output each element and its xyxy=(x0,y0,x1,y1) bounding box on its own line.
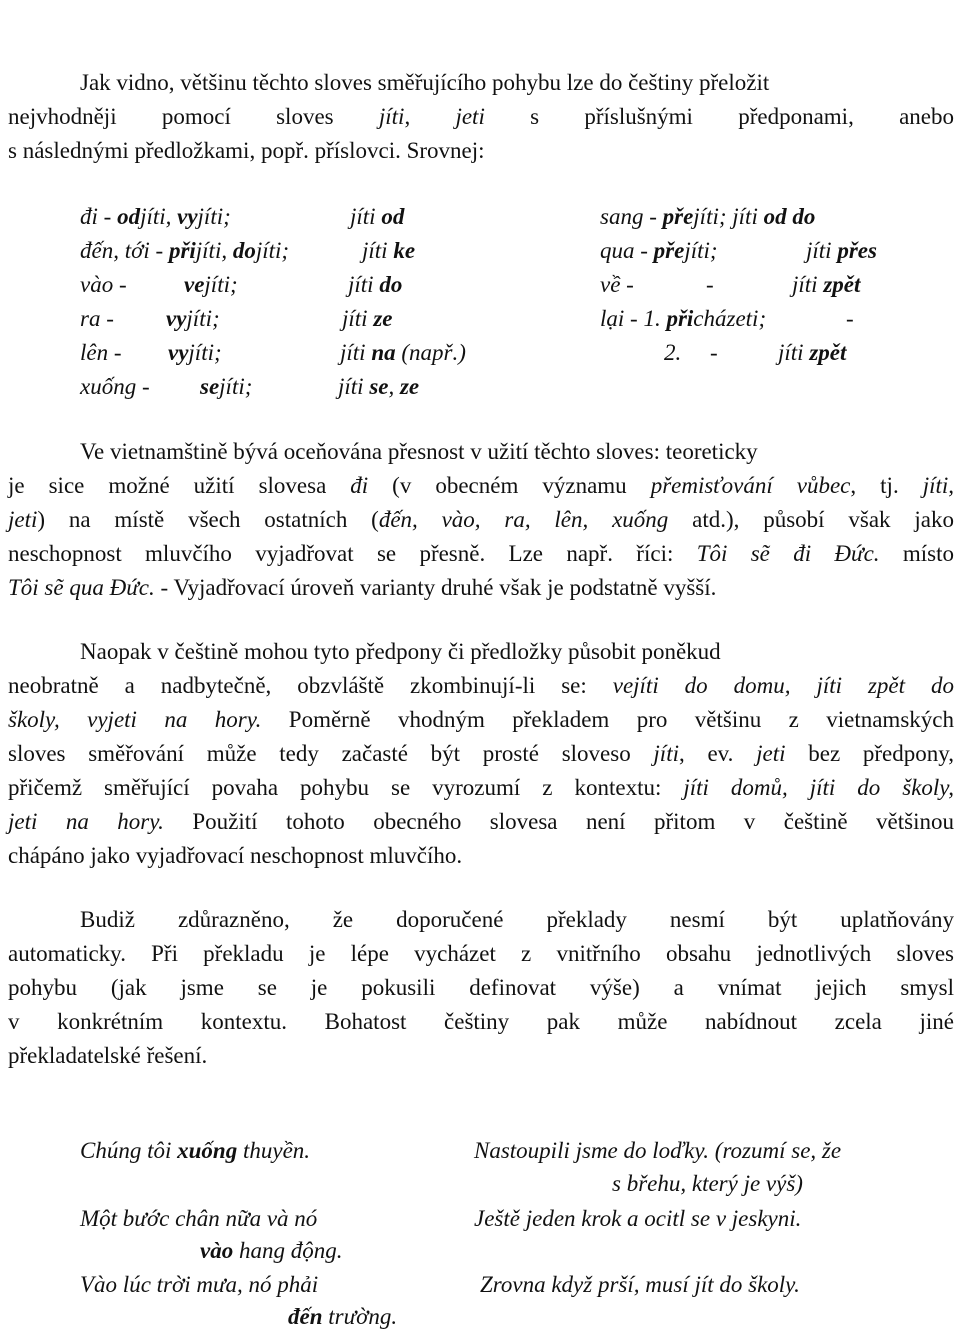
text: jeti xyxy=(756,741,786,766)
paragraph-4-line-1: Budiž zdůrazněno, že doporučené překlady nesmí být uplatňovány xyxy=(80,907,954,932)
text: Poměrně vhodným překladem pro většinu z vietnamských xyxy=(261,707,954,732)
text: ) na místě všech ostatních ( xyxy=(37,507,379,532)
text: jíti; xyxy=(188,340,222,365)
text: jíti xyxy=(732,204,764,229)
text: ze xyxy=(399,374,420,399)
text: jíti, xyxy=(922,473,955,498)
text: jíti xyxy=(653,741,679,766)
text: neschopnost mluvčího vyjadřovat se přesně. Lze např. říci: xyxy=(8,541,697,566)
text: jíti xyxy=(342,306,374,331)
text: přes xyxy=(837,238,877,263)
example-2-czech: Ještě jeden krok a ocitl se v jeskyni. xyxy=(474,1206,802,1231)
paragraph-2-line-3 xyxy=(8,505,954,535)
text: jíti, xyxy=(140,204,178,229)
paragraph-4-line-5: překladatelské řešení. xyxy=(8,1043,208,1068)
text: hang động. xyxy=(233,1238,343,1263)
table-right-row-2-target xyxy=(806,236,877,266)
table-right-row-4-dash xyxy=(846,304,854,334)
table-left-row-6-target xyxy=(338,372,419,402)
text: vy xyxy=(177,204,198,229)
example-1-czech-line-2: s břehu, který je výš) xyxy=(612,1171,803,1196)
text: bez předpony, xyxy=(785,741,955,766)
example-1-vietnamese xyxy=(80,1136,310,1166)
text: atd.), působí však jako xyxy=(668,507,954,532)
text: trường. xyxy=(322,1304,398,1329)
text: đi xyxy=(350,473,369,498)
paragraph-3-line-2 xyxy=(8,671,954,701)
text: đến, vào, ra, lên, xuống xyxy=(378,507,669,532)
text: vejíti do domu, jíti zpět do xyxy=(612,673,954,698)
table-left-row-5-target xyxy=(340,338,466,368)
text: ra - xyxy=(80,306,114,331)
text: xuống - xyxy=(80,374,150,399)
table-left-row-3 xyxy=(80,270,127,300)
text: jíti; xyxy=(693,204,733,229)
text: xuống xyxy=(177,1138,238,1163)
text: vào xyxy=(200,1238,234,1263)
text: cházeti; xyxy=(693,306,767,331)
text: pře xyxy=(653,238,685,263)
text: ke xyxy=(393,238,416,263)
table-left-row-2 xyxy=(80,236,289,266)
text: se xyxy=(200,374,220,399)
text: , xyxy=(388,374,400,399)
text: - xyxy=(846,306,854,331)
text: s příslušnými předponami, anebo xyxy=(484,104,954,129)
table-left-row-1-target xyxy=(350,202,404,232)
text: jíti xyxy=(350,204,382,229)
text: jíti xyxy=(340,340,372,365)
text: đến, tới - xyxy=(80,238,169,263)
text: sloves směřování může tedy začasté být prosté sloveso xyxy=(8,741,654,766)
text: do xyxy=(379,272,403,297)
text: ze xyxy=(373,306,393,331)
text: je sice možné užití slovesa xyxy=(8,473,351,498)
table-left-row-3-verb xyxy=(184,270,238,300)
example-2-vietnamese-line-2 xyxy=(200,1236,342,1266)
text: jíti xyxy=(362,238,394,263)
text: jíti; xyxy=(684,238,718,263)
text: od xyxy=(381,204,405,229)
paragraph-3-line-6 xyxy=(8,807,954,837)
text: jíti; xyxy=(255,238,290,263)
text: zpět xyxy=(823,272,861,297)
text: při xyxy=(168,238,196,263)
text: od do xyxy=(763,204,816,229)
example-1-czech-line-1: Nastoupili jsme do loďky. (rozumí se, že xyxy=(474,1138,842,1163)
text: vy xyxy=(166,306,187,331)
paragraph-4-line-3: pohybu (jak jsme se je pokusili definovat výše) a vnímat jejich smysl xyxy=(8,975,954,1000)
example-3-vietnamese-line-1: Vào lúc trời mưa, nó phải xyxy=(80,1272,319,1297)
text: jeti na hory. xyxy=(8,809,164,834)
table-left-row-2-target xyxy=(362,236,415,266)
text: pře xyxy=(662,204,694,229)
table-right-row-5-dash xyxy=(710,338,718,368)
table-left-row-4 xyxy=(80,304,114,334)
table-right-row-3-target xyxy=(792,270,860,300)
text: vy xyxy=(168,340,189,365)
text: (např.) xyxy=(395,340,466,365)
text: neobratně a nadbytečně, obzvláště zkombinují-li se: xyxy=(8,673,613,698)
paragraph-3-line-4 xyxy=(8,739,954,769)
text: về - xyxy=(600,272,634,297)
text: đến xyxy=(288,1304,323,1329)
example-3-czech: Zrovna když prší, musí jít do školy. xyxy=(480,1272,800,1297)
text: jíti xyxy=(778,340,810,365)
text: - xyxy=(710,340,718,365)
text: zpět xyxy=(809,340,847,365)
example-2-vietnamese-line-1: Một bước chân nữa và nó xyxy=(80,1206,318,1231)
text: jíti xyxy=(378,104,405,129)
text: (v obecném významu xyxy=(368,473,651,498)
text: jeti xyxy=(455,104,485,129)
table-right-row-5-target xyxy=(778,338,846,368)
text: jíti xyxy=(792,272,824,297)
text: přemisťování vůbec xyxy=(650,473,851,498)
text: ve xyxy=(184,272,205,297)
paragraph-3-line-7: chápáno jako vyjadřovací neschopnost mluvčího. xyxy=(8,843,463,868)
text: - Vyjadřovací úroveň varianty druhé však je podstatně vyšší. xyxy=(154,575,717,600)
table-right-row-4 xyxy=(600,304,766,334)
text: Použití tohoto obecného slovesa není přitom v češtině většinou xyxy=(163,809,954,834)
text: na xyxy=(371,340,396,365)
text: qua - xyxy=(600,238,654,263)
text: se xyxy=(369,374,389,399)
text: 2. xyxy=(664,340,682,365)
example-3-vietnamese-line-2 xyxy=(288,1302,397,1332)
text: Tôi sẽ đi Đức. xyxy=(696,541,880,566)
text: lên - xyxy=(80,340,122,365)
text: thuyền. xyxy=(237,1138,311,1163)
text: jíti xyxy=(338,374,370,399)
paragraph-2-line-2 xyxy=(8,471,954,501)
text: - xyxy=(706,272,714,297)
text: místo xyxy=(879,541,955,566)
table-left-row-5-verb xyxy=(168,338,222,368)
table-left-row-5 xyxy=(80,338,122,368)
text: nejvhodněji pomocí sloves xyxy=(8,104,379,129)
table-left-row-4-target xyxy=(342,304,392,334)
text: , ev. xyxy=(678,741,757,766)
table-left-row-3-target xyxy=(348,270,402,300)
text: jíti, xyxy=(195,238,233,263)
text: , tj. xyxy=(850,473,923,498)
text: od xyxy=(117,204,141,229)
text: jíti; xyxy=(197,204,231,229)
text: jíti domů, jíti do školy, xyxy=(683,775,954,800)
paragraph-4-line-2: automaticky. Při překladu je lépe vycházet z vnitřního obsahu jednotlivých sloves xyxy=(8,941,954,966)
table-left-row-1 xyxy=(80,202,231,232)
text: , xyxy=(404,104,456,129)
paragraph-1-line-3: s následnými předložkami, popř. příslovci. Srovnej: xyxy=(8,138,485,163)
table-left-row-6 xyxy=(80,372,150,402)
text: přičemž směřující povaha pohybu se vyrozumí z kontextu: xyxy=(8,775,684,800)
text: jíti xyxy=(348,272,380,297)
paragraph-2-line-1: Ve vietnamštině bývá oceňována přesnost v užití těchto sloves: teoreticky xyxy=(80,439,758,464)
table-left-row-4-verb xyxy=(166,304,220,334)
table-right-row-3-dash xyxy=(706,270,714,300)
paragraph-4-line-4: v konkrétním kontextu. Bohatost češtiny pak může nabídnout zcela jiné xyxy=(8,1009,954,1034)
text: sang - xyxy=(600,204,663,229)
text: jíti; xyxy=(186,306,220,331)
text: jíti; xyxy=(219,374,253,399)
text: đi - xyxy=(80,204,118,229)
text: Chúng tôi xyxy=(80,1138,178,1163)
paragraph-3-line-3 xyxy=(8,705,954,735)
text: školy, vyjeti na hory. xyxy=(8,707,262,732)
paragraph-3-line-1: Naopak v češtině mohou tyto předpony či předložky působit poněkud xyxy=(80,639,721,664)
paragraph-1-line-2 xyxy=(8,102,954,132)
paragraph-1-line-1: Jak vidno, většinu těchto sloves směřujícího pohybu lze do češtiny přeložit xyxy=(80,70,770,95)
text: Tôi sẽ qua Đức. xyxy=(8,575,155,600)
table-left-row-6-verb xyxy=(200,372,252,402)
text: lại - 1. xyxy=(600,306,667,331)
text: jíti xyxy=(806,238,838,263)
text: při xyxy=(666,306,694,331)
paragraph-2-line-4 xyxy=(8,539,954,569)
table-right-row-3 xyxy=(600,270,634,300)
text: do xyxy=(232,238,256,263)
paragraph-2-line-5 xyxy=(8,573,716,603)
text: vào - xyxy=(80,272,127,297)
paragraph-3-line-5 xyxy=(8,773,954,803)
table-right-row-5 xyxy=(664,338,681,368)
text: jeti xyxy=(8,507,38,532)
table-right-row-2 xyxy=(600,236,718,266)
table-right-row-1 xyxy=(600,202,815,232)
text: jíti; xyxy=(204,272,238,297)
